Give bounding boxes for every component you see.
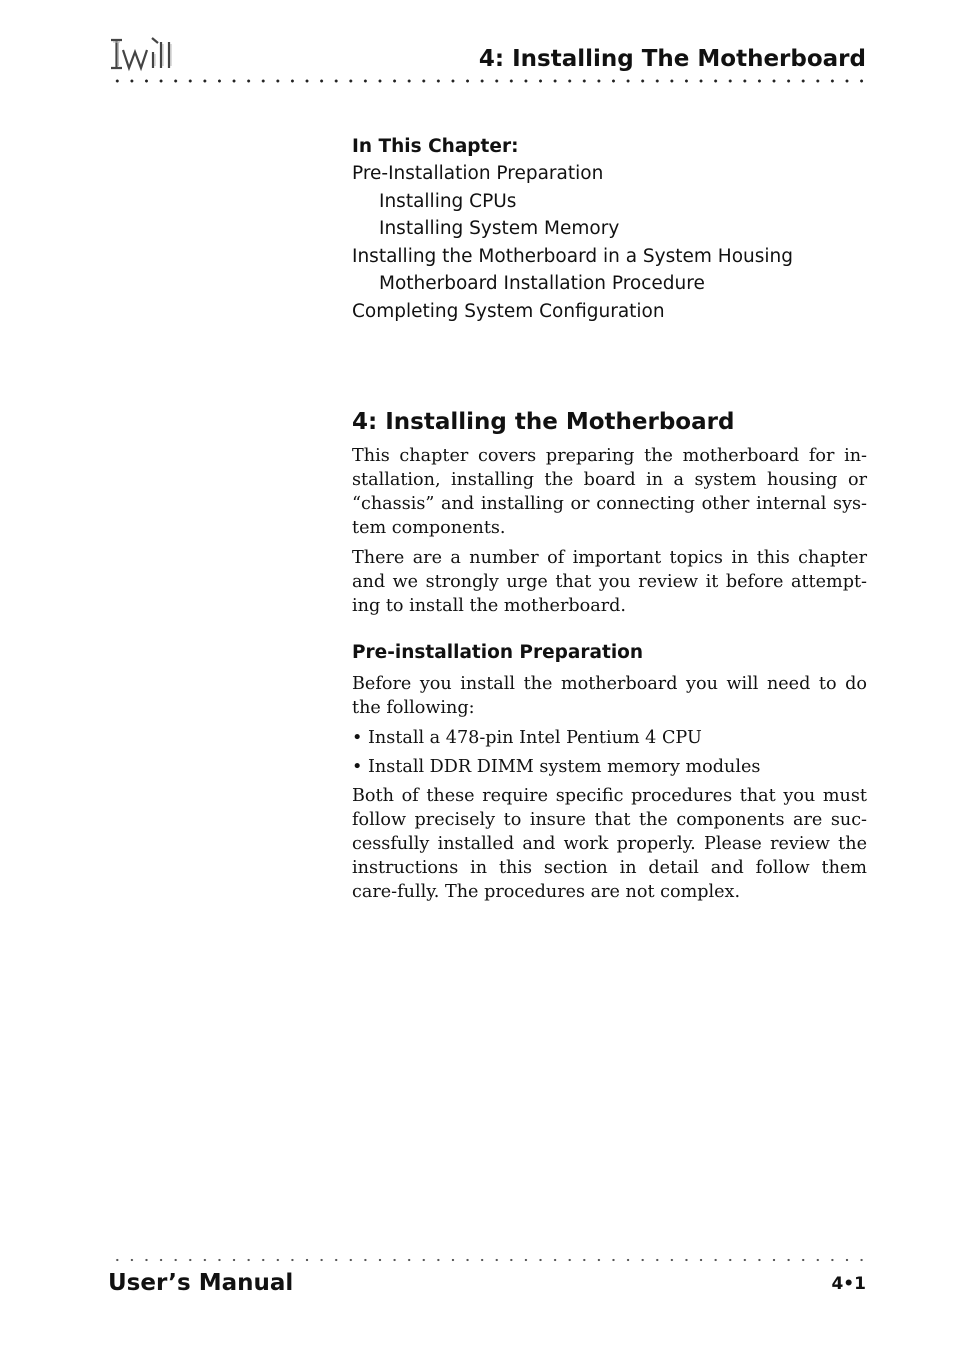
chapter-body bbox=[352, 406, 867, 910]
toc-heading: In This Chapter: bbox=[352, 136, 519, 157]
toc-item: Installing System Memory bbox=[379, 218, 620, 239]
toc-item: Motherboard Installation Procedure bbox=[379, 273, 705, 294]
bullet-item: • Install a 478-pin Intel Pentium 4 CPU bbox=[352, 728, 702, 748]
toc-item: Completing System Configuration bbox=[352, 300, 665, 322]
intro-paragraph: Before you install the motherboard you will need to do the following: bbox=[352, 674, 867, 718]
section-title: 4: Installing the Motherboard bbox=[352, 409, 735, 435]
iwill-logo bbox=[108, 34, 180, 74]
closing-paragraph: Both of these require specific procedures that you must follow precisely to insure that the components are suc-cessfully installed and work properly. Please review the instructions in this section in detail and follow them care-fully. The procedures are not complex. bbox=[352, 786, 867, 902]
header-title: 4: Installing The Motherboard bbox=[478, 46, 866, 72]
toc-item: Installing the Motherboard in a System Housing bbox=[352, 245, 794, 267]
toc-item: Pre-Installation Preparation bbox=[352, 163, 604, 184]
chapter-contents bbox=[352, 134, 872, 325]
body-paragraph: There are a number of important topics in this chapter and we strongly urge that you review it before attempt-ing to install the motherboard. bbox=[352, 548, 867, 616]
header-divider bbox=[110, 78, 868, 84]
toc-item: Installing CPUs bbox=[379, 190, 517, 212]
page-number: 4•1 bbox=[831, 1274, 866, 1294]
bullet-item: • Install DDR DIMM system memory modules bbox=[352, 757, 761, 777]
body-paragraph: This chapter covers preparing the motherboard for in-stallation, installing the board in a system housing or “chassis” and installing or connecting other internal sys-tem components. bbox=[352, 446, 867, 538]
manual-label: User’s Manual bbox=[108, 1270, 294, 1296]
subsection-title: Pre-installation Preparation bbox=[352, 642, 644, 663]
footer-divider bbox=[110, 1257, 868, 1263]
